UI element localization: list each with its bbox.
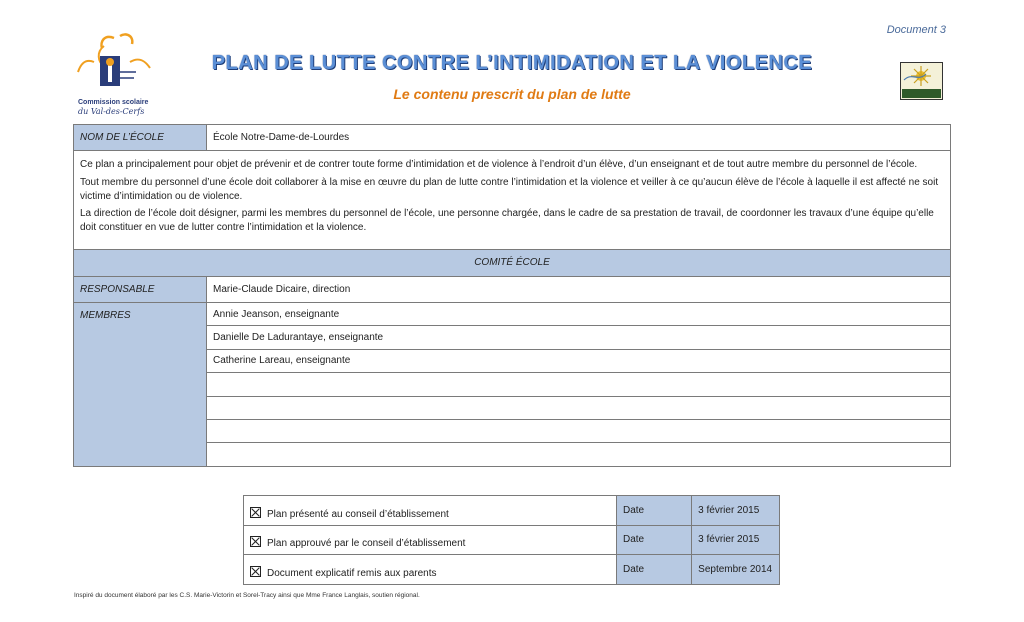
member-cell [207, 373, 951, 396]
school-name-label: NOM DE L’ÉCOLE [74, 125, 207, 151]
date-label: Date [617, 525, 692, 555]
member-row [74, 302, 951, 325]
members-label: MEMBRES [74, 302, 207, 466]
checked-box-icon[interactable] [250, 507, 261, 518]
status-item [244, 496, 617, 526]
responsible-label: RESPONSABLE [74, 276, 207, 302]
status-row [244, 525, 780, 555]
date-value: Septembre 2014 [692, 555, 780, 585]
page-subtitle: Le contenu prescrit du plan de lutte [393, 86, 631, 102]
status-item-label: Plan présenté au conseil d’établissement [267, 508, 449, 520]
description-paragraph-1: Ce plan a principalement pour objet de prévenir et de contrer toute forme d’intimidation et de violence à l’endroit d’un élève, d’un enseignant et de tout autre membre du personnel de l’école. [80, 159, 918, 170]
school-name-row [74, 125, 951, 151]
date-label: Date [617, 555, 692, 585]
date-label: Date [617, 496, 692, 526]
status-row [244, 496, 780, 526]
status-item [244, 555, 617, 585]
member-cell [207, 419, 951, 442]
committee-heading: COMITÉ ÉCOLE [74, 249, 951, 276]
school-name-value: École Notre-Dame-de-Lourdes [207, 125, 951, 151]
description-paragraph-2: Tout membre du personnel d’une école doit collaborer à la mise en œuvre du plan de lutte contre l’intimidation et la violence et veiller à ce qu’aucun élève de l’école à laquelle il est affecté ne soit victime d’intimidation ou de violence. [80, 176, 939, 202]
description-paragraph-3: La direction de l’école doit désigner, parmi les membres du personnel de l’école, une personne chargée, dans le cadre de sa prestation de travail, de coordonner les travaux d’une équipe qu’elle doit constituer en vue de lutter contre l’intimidation et la violence. [80, 208, 934, 234]
plan-table [73, 124, 951, 467]
org-name-line1: Commission scolaire [78, 99, 149, 106]
responsible-value: Marie-Claude Dicaire, direction [207, 276, 951, 302]
date-value: 3 février 2015 [692, 525, 780, 555]
checked-box-icon[interactable] [250, 566, 261, 577]
footer-note: Inspiré du document élaboré par les C.S. Marie-Victorin et Sorel-Tracy ainsi que Mme France Langlais, soutien régional. [74, 592, 420, 599]
approval-status-table [243, 495, 780, 585]
member-cell: Danielle De Ladurantaye, enseignante [207, 326, 951, 349]
member-cell [207, 443, 951, 466]
status-item-label: Plan approuvé par le conseil d’établissement [267, 538, 466, 550]
document-label: Document 3 [886, 24, 946, 36]
checked-box-icon[interactable] [250, 536, 261, 547]
date-value: 3 février 2015 [692, 496, 780, 526]
member-cell: Annie Jeanson, enseignante [207, 302, 951, 325]
member-cell: Catherine Lareau, enseignante [207, 349, 951, 372]
page-title: PLAN DE LUTTE CONTRE L’INTIMIDATION ET LA VIOLENCE [211, 52, 813, 74]
description-cell [74, 151, 951, 250]
status-item [244, 525, 617, 555]
status-item-label: Document explicatif remis aux parents [267, 567, 437, 579]
responsible-row [74, 276, 951, 302]
status-row [244, 555, 780, 585]
member-cell [207, 396, 951, 419]
org-name-line2: du Val-des-Cerfs [78, 107, 145, 116]
committee-heading-row [74, 249, 951, 276]
description-row [74, 151, 951, 250]
